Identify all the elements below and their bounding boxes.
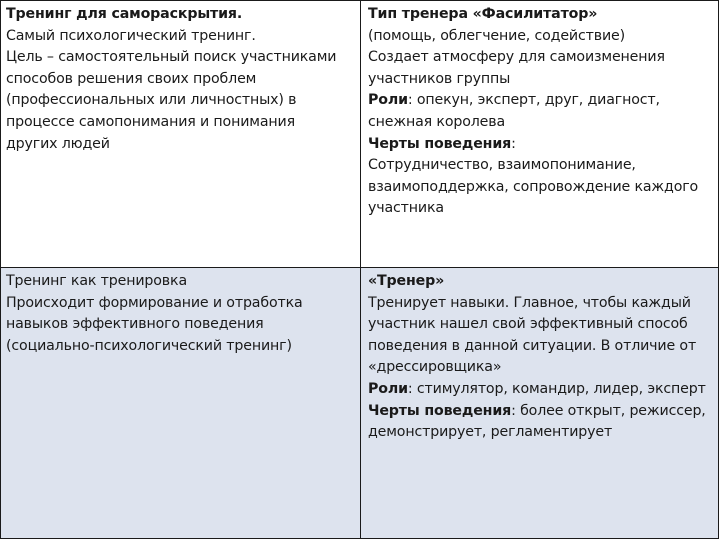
- cell-text-line: «дрессировщика»: [368, 359, 502, 376]
- cell-text-line: Самый психологический тренинг.: [6, 27, 256, 44]
- cell-title: Тип тренера «Фасилитатор»: [368, 6, 598, 22]
- cell-title: Тренинг для самораскрытия.: [6, 6, 243, 22]
- cell-text-line: способов решения своих проблем: [6, 70, 257, 87]
- cell-self-disclosure-training: [1, 1, 361, 268]
- cell-text-line: участников группы: [368, 70, 511, 87]
- roles-label: Роли: [368, 92, 408, 109]
- cell-text-line: Происходит формирование и отработка: [6, 294, 303, 311]
- roles-label: Роли: [368, 380, 408, 397]
- cell-title: «Тренер»: [368, 273, 445, 289]
- roles-line: [368, 90, 718, 112]
- behavior-text: : более открыт, режиссер,: [511, 402, 706, 419]
- behavior-label: Черты поведения: [368, 135, 512, 152]
- cell-text-line: Создает атмосферу для самоизменения: [368, 49, 665, 66]
- cell-text-line: участник нашел свой эффективный способ: [368, 316, 688, 333]
- behavior-label: Черты поведения: [368, 402, 512, 419]
- cell-text-line: (профессиональных или личностных) в: [6, 92, 297, 109]
- cell-text-line: (социально-психологический тренинг): [6, 337, 292, 354]
- cell-text-line: поведения в данной ситуации. В отличие от: [368, 337, 697, 354]
- cell-text-line: других людей: [6, 135, 110, 152]
- cell-text-line: участника: [368, 200, 444, 217]
- cell-text-line: (помощь, облегчение, содействие): [368, 27, 626, 44]
- cell-training-as-practice: [1, 268, 361, 538]
- cell-text-line: навыков эффективного поведения: [6, 316, 264, 333]
- cell-text-line: снежная королева: [368, 113, 505, 130]
- behavior-colon: :: [511, 135, 516, 152]
- cell-title: Тренинг как тренировка: [6, 273, 187, 289]
- cell-text-line: процессе самопонимания и понимания: [6, 113, 295, 130]
- cell-text-line: демонстрирует, регламентирует: [368, 424, 613, 441]
- behavior-line: [368, 401, 718, 423]
- cell-text-line: Тренирует навыки. Главное, чтобы каждый: [368, 294, 691, 311]
- roles-text: : опекун, эксперт, друг, диагност,: [407, 92, 660, 109]
- behavior-line: [368, 134, 718, 156]
- cell-coach-trainer: [361, 268, 718, 538]
- roles-line: [368, 379, 718, 401]
- cell-facilitator-trainer: [361, 1, 718, 268]
- roles-text: : стимулятор, командир, лидер, эксперт: [407, 380, 706, 397]
- cell-text-line: взаимоподдержка, сопровождение каждого: [368, 178, 699, 195]
- cell-text-line: Цель – самостоятельный поиск участниками: [6, 49, 337, 66]
- cell-text-line: Сотрудничество, взаимопонимание,: [368, 157, 636, 174]
